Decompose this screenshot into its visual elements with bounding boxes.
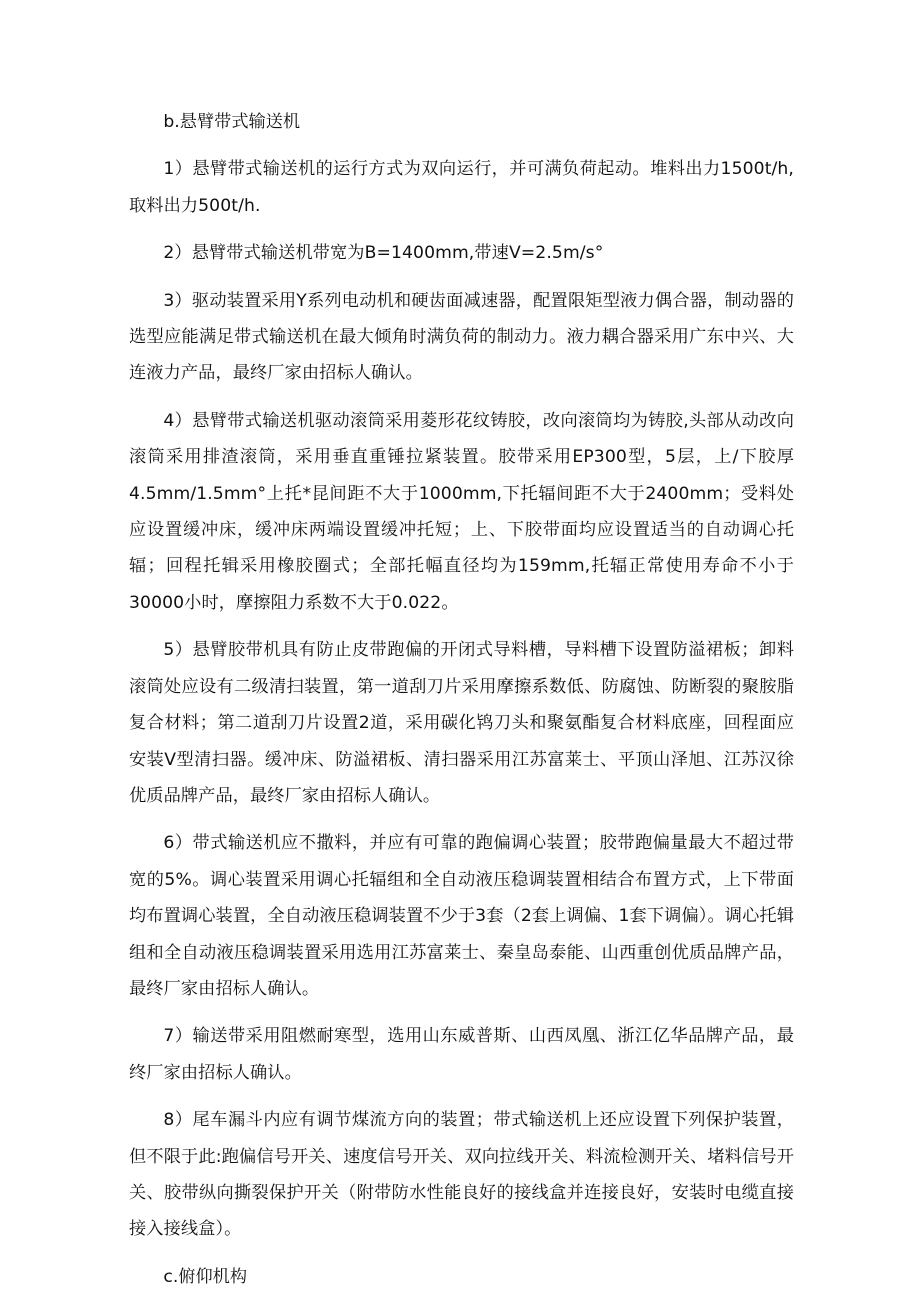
item-6-paragraph: 6）带式输送机应不撒料，并应有可靠的跑偏调心装置；胶带跑偏量最大不超过带宽的5%。调心装置采用调心托辐组和全自动液压稳调装置相结合布置方式，上下带面均布置调心装置，全自动液压稳调装置不少于3套（2套上调偏、1套下调偏）。调心托辑组和全自动液压稳调装置采用选用江苏富莱士、秦皇岛泰能、山西重创优质品牌产品，最终厂家由招标人确认。 <box>129 833 794 999</box>
section-b-heading: b.悬臂带式输送机 <box>163 112 301 132</box>
item-5-paragraph: 5）悬臂胶带机具有防止皮带跑偏的开闭式导料槽，导料槽下设置防溢裙板；卸料滚筒处应设有二级清扫装置，第一道刮刀片采用摩擦系数低、防腐蚀、防断裂的聚胺脂复合材料；第二道刮刀片设置2道，采用碳化鸨刀头和聚氨酯复合材料底座，回程面应安装V型清扫器。缓冲床、防溢裙板、清扫器采用江苏富莱士、平顶山泽旭、江苏汉徐优质品牌产品，最终厂家由招标人确认。 <box>129 640 794 806</box>
section-c-heading: c.俯仰机构 <box>163 1266 248 1287</box>
item-1-paragraph: 1）悬臂带式输送机的运行方式为双向运行，并可满负荷起动。堆料出力1500t/h,取料出力500t/h. <box>129 159 794 216</box>
document-body <box>129 104 794 1306</box>
item-7-paragraph: 7）输送带采用阻燃耐寒型，选用山东威普斯、山西凤凰、浙江亿华品牌产品，最终厂家由招标人确认。 <box>129 1026 794 1083</box>
item-8-paragraph: 8）尾车漏斗内应有调节煤流方向的装置；带式输送机上还应设置下列保护装置，但不限于此:跑偏信号开关、速度信号开关、双向拉线开关、料流检测开关、堵料信号开关、胶带纵向撕裂保护开关（附带防水性能良好的接线盒并连接良好，安装时电缆直接接入接线盒）。 <box>129 1110 794 1240</box>
item-4-paragraph: 4）悬臂带式输送机驱动滚筒采用菱形花纹铸胶，改向滚筒均为铸胶,头部从动改向滚筒采用排渣滚筒，采用垂直重锤拉紧装置。胶带采用EP300型，5层，上/下胶厚4.5mm/1.5mm°上托*昆间距不大于1000mm,下托辐间距不大于2400mm；受料处应设置缓冲床，缓冲床两端设置缓冲托短；上、下胶带面均应设置适当的自动调心托辐；回程托辑采用橡胶圈式；全部托幅直径均为159mm,托辐正常使用寿命不小于30000小时，摩擦阻力系数不大于0.022。 <box>129 410 794 613</box>
item-3-paragraph: 3）驱动装置采用Y系列电动机和硬齿面减速器，配置限矩型液力偶合器，制动器的选型应能满足带式输送机在最大倾角时满负荷的制动力。液力耦合器采用广东中兴、大连液力产品，最终厂家由招标人确认。 <box>129 290 794 384</box>
item-2-paragraph: 2）悬臂带式输送机带宽为B=1400mm,带速V=2.5m/s° <box>163 243 604 264</box>
